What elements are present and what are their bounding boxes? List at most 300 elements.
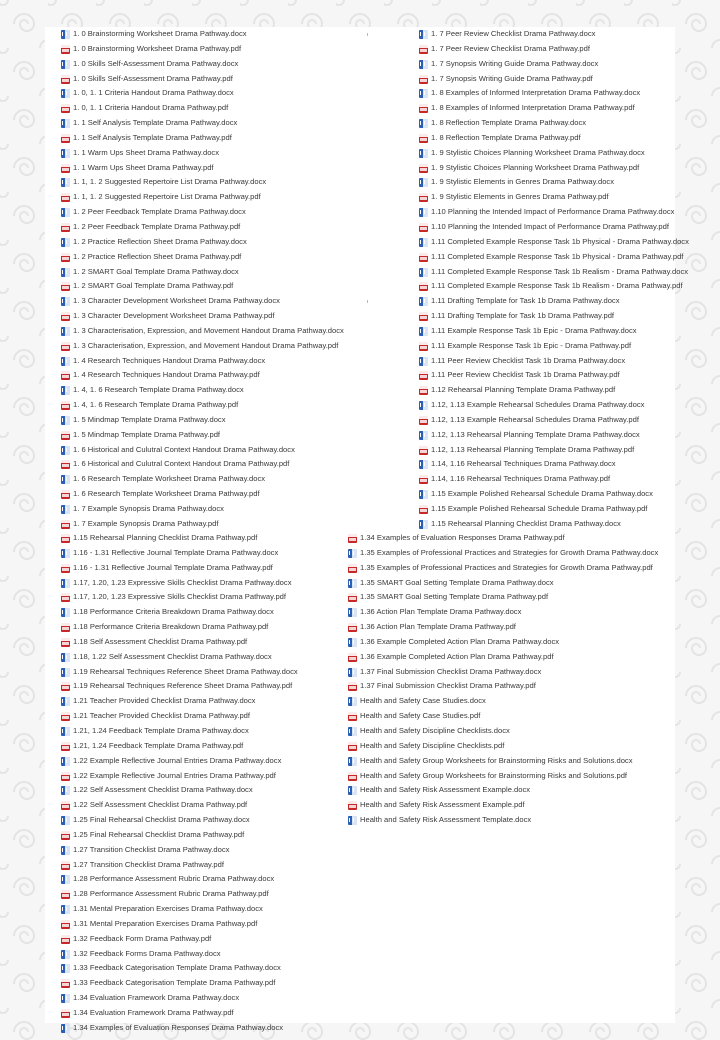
pdf-document-icon — [61, 104, 70, 113]
pdf-document-icon — [61, 431, 70, 440]
file-name: 1. 4 Research Techniques Handout Drama Pathway.pdf — [73, 370, 260, 380]
file-item[interactable] — [419, 265, 689, 280]
divider-tick — [367, 300, 368, 303]
file-name: Health and Safety Risk Assessment Example.pdf — [360, 800, 525, 810]
file-name: 1.15 Example Polished Rehearsal Schedule Drama Pathway.pdf — [431, 504, 648, 513]
file-item[interactable] — [61, 101, 344, 116]
file-item[interactable] — [61, 576, 298, 591]
file-name: 1.11 Example Response Task 1b Epic - Drama Pathway.docx — [431, 325, 637, 335]
word-document-icon — [61, 608, 70, 617]
file-item[interactable] — [61, 650, 298, 665]
file-item[interactable] — [61, 457, 344, 472]
file-name: 1.21 Teacher Provided Checklist Drama Pathway.docx — [73, 696, 256, 706]
file-name: 1. 0 Brainstorming Worksheet Drama Pathway.docx — [73, 29, 247, 38]
pdf-document-icon — [419, 164, 428, 173]
file-item[interactable] — [61, 724, 298, 739]
word-document-icon — [348, 668, 357, 677]
file-item[interactable] — [419, 517, 689, 532]
file-name: 1. 0, 1. 1 Criteria Handout Drama Pathway.pdf — [73, 103, 229, 113]
file-item[interactable] — [61, 250, 344, 265]
file-name: 1.33 Feedback Categorisation Template Drama Pathway.pdf — [73, 978, 276, 988]
file-item[interactable] — [61, 991, 298, 1006]
file-name: 1. 9 Stylistic Choices Planning Worksheet Drama Pathway.docx — [431, 147, 645, 157]
file-name: 1.15 Rehearsal Planning Checklist Drama Pathway.pdf — [73, 533, 258, 542]
file-name: 1. 4 Research Techniques Handout Drama Pathway.docx — [73, 355, 266, 365]
file-item[interactable] — [61, 146, 344, 161]
pdf-document-icon — [419, 223, 428, 232]
file-item[interactable] — [348, 546, 658, 561]
file-item[interactable] — [419, 428, 689, 443]
file-name: 1.34 Evaluation Framework Drama Pathway.pdf — [73, 1008, 234, 1017]
pdf-document-icon — [419, 104, 428, 113]
pdf-document-icon — [61, 742, 70, 751]
file-item[interactable] — [61, 872, 298, 887]
file-name: 1.11 Completed Example Response Task 1b Realism - Drama Pathway.pdf — [431, 281, 683, 291]
file-name: 1. 6 Historical and Culutral Context Handout Drama Pathway.docx — [73, 444, 295, 454]
pdf-document-icon — [419, 416, 428, 425]
file-item[interactable] — [61, 620, 298, 635]
word-document-icon — [419, 490, 428, 499]
file-name: 1. 1 Self Analysis Template Drama Pathway.docx — [73, 118, 238, 128]
file-item[interactable] — [61, 398, 344, 413]
pdf-document-icon — [348, 564, 357, 573]
word-document-icon — [61, 327, 70, 336]
word-document-icon — [61, 964, 70, 973]
file-name: 1.37 Final Submission Checklist Drama Pathway.pdf — [360, 681, 536, 691]
file-name: 1. 2 Practice Reflection Sheet Drama Pathway.pdf — [73, 251, 242, 261]
pdf-document-icon — [61, 490, 70, 499]
file-name: 1.11 Drafting Template for Task 1b Drama Pathway.docx — [431, 296, 620, 306]
file-name: 1.28 Performance Assessment Rubric Drama Pathway.pdf — [73, 889, 269, 899]
word-document-icon — [61, 446, 70, 455]
file-item[interactable] — [61, 354, 344, 369]
file-item[interactable] — [61, 947, 298, 962]
word-document-icon — [348, 816, 357, 825]
file-name: 1.19 Rehearsal Techniques Reference Sheet Drama Pathway.pdf — [73, 681, 293, 691]
file-item[interactable] — [61, 72, 344, 87]
file-item[interactable] — [419, 443, 689, 458]
file-item[interactable] — [419, 487, 689, 502]
file-item[interactable] — [61, 605, 298, 620]
file-name: Health and Safety Risk Assessment Template.docx — [360, 815, 532, 825]
word-document-icon — [419, 327, 428, 336]
file-item[interactable] — [61, 190, 344, 205]
file-name: 1. 2 Peer Feedback Template Drama Pathway.pdf — [73, 221, 241, 231]
file-item[interactable] — [348, 724, 658, 739]
file-name: 1. 3 Character Development Worksheet Drama Pathway.docx — [73, 296, 280, 306]
word-document-icon — [419, 520, 428, 529]
file-name: 1. 3 Characterisation, Expression, and Movement Handout Drama Pathway.docx — [73, 325, 344, 335]
file-item[interactable] — [419, 235, 689, 250]
file-item[interactable] — [61, 131, 344, 146]
file-item[interactable] — [419, 86, 689, 101]
file-name: 1. 3 Character Development Worksheet Drama Pathway.pdf — [73, 311, 275, 321]
word-document-icon — [61, 579, 70, 588]
file-name: 1.27 Transition Checklist Drama Pathway.docx — [73, 844, 230, 854]
file-name: 1.14, 1.16 Rehearsal Techniques Drama Pathway.pdf — [431, 474, 611, 484]
file-name: 1. 5 Mindmap Template Drama Pathway.pdf — [73, 429, 221, 439]
file-name: 1.11 Completed Example Response Task 1b Realism - Drama Pathway.docx — [431, 266, 689, 276]
file-item[interactable] — [61, 709, 298, 724]
file-name: 1.12 Rehearsal Planning Template Drama Pathway.pdf — [431, 385, 616, 395]
word-document-icon — [348, 638, 357, 647]
file-item[interactable] — [61, 828, 298, 843]
word-document-icon — [61, 697, 70, 706]
word-document-icon — [61, 846, 70, 855]
file-item[interactable] — [61, 339, 344, 354]
file-item[interactable] — [61, 843, 298, 858]
word-document-icon — [419, 178, 428, 187]
file-name: 1. 2 SMART Goal Template Drama Pathway.docx — [73, 266, 239, 276]
pdf-document-icon — [348, 623, 357, 632]
file-item[interactable] — [61, 235, 344, 250]
word-document-icon — [419, 238, 428, 247]
file-item[interactable] — [348, 635, 658, 650]
file-item[interactable] — [348, 679, 658, 694]
pdf-document-icon — [61, 861, 70, 870]
file-name: 1.34 Examples of Evaluation Responses Drama Pathway.docx — [73, 1022, 284, 1032]
file-item[interactable] — [348, 709, 658, 724]
file-item[interactable] — [419, 309, 689, 324]
file-name: 1.15 Rehearsal Planning Checklist Drama Pathway.docx — [431, 518, 621, 528]
pdf-document-icon — [61, 712, 70, 721]
word-document-icon — [348, 757, 357, 766]
file-item[interactable] — [419, 279, 689, 294]
file-item[interactable] — [419, 27, 689, 42]
word-document-icon — [419, 268, 428, 277]
pdf-document-icon — [61, 638, 70, 647]
file-name: 1.31 Mental Preparation Exercises Drama Pathway.pdf — [73, 918, 258, 928]
file-name: 1. 7 Synopsis Writing Guide Drama Pathway.docx — [431, 58, 599, 68]
file-name: 1. 5 Mindmap Template Drama Pathway.docx — [73, 414, 226, 424]
pdf-document-icon — [61, 253, 70, 262]
word-document-icon — [61, 119, 70, 128]
pdf-document-icon — [419, 371, 428, 380]
file-item[interactable] — [419, 116, 689, 131]
file-name: 1. 6 Historical and Culutral Context Handout Drama Pathway.pdf — [73, 459, 290, 469]
file-name: 1. 7 Example Synopsis Drama Pathway.docx — [73, 504, 224, 513]
file-item[interactable] — [61, 917, 298, 932]
file-name: 1.16 - 1.31 Reflective Journal Template Drama Pathway.pdf — [73, 562, 273, 572]
pdf-document-icon — [61, 1009, 70, 1018]
pdf-document-icon — [61, 593, 70, 602]
file-item[interactable] — [61, 116, 344, 131]
file-item[interactable] — [419, 472, 689, 487]
word-document-icon — [61, 416, 70, 425]
file-item[interactable] — [61, 413, 344, 428]
file-name: 1.31 Mental Preparation Exercises Drama Pathway.docx — [73, 904, 263, 914]
word-document-icon — [419, 401, 428, 410]
pdf-document-icon — [61, 460, 70, 469]
word-document-icon — [348, 727, 357, 736]
file-item[interactable] — [61, 205, 344, 220]
pdf-document-icon — [61, 682, 70, 691]
pdf-document-icon — [61, 979, 70, 988]
file-item[interactable] — [419, 175, 689, 190]
pdf-document-icon — [61, 801, 70, 810]
file-name: Health and Safety Risk Assessment Example.docx — [360, 785, 531, 795]
pdf-document-icon — [61, 920, 70, 929]
file-item[interactable] — [348, 531, 658, 546]
file-name: 1.12, 1.13 Example Rehearsal Schedules Drama Pathway.docx — [431, 400, 645, 410]
file-item[interactable] — [61, 813, 298, 828]
word-document-icon — [61, 727, 70, 736]
pdf-document-icon — [419, 253, 428, 262]
file-name: 1.12, 1.13 Rehearsal Planning Template Drama Pathway.pdf — [431, 444, 635, 454]
file-name: 1.17, 1.20, 1.23 Expressive Skills Checklist Drama Pathway.docx — [73, 577, 292, 587]
file-name: 1. 1, 1. 2 Suggested Repertoire List Drama Pathway.docx — [73, 177, 267, 187]
file-item[interactable] — [419, 413, 689, 428]
pdf-document-icon — [61, 164, 70, 173]
file-name: 1.21, 1.24 Feedback Template Drama Pathway.pdf — [73, 740, 244, 750]
file-item[interactable] — [419, 161, 689, 176]
file-item[interactable] — [61, 368, 344, 383]
file-item[interactable] — [419, 101, 689, 116]
pdf-document-icon — [419, 45, 428, 54]
file-item[interactable] — [61, 175, 344, 190]
word-document-icon — [61, 757, 70, 766]
file-item[interactable] — [61, 383, 344, 398]
file-name: 1. 0 Skills Self-Assessment Drama Pathway.docx — [73, 58, 239, 68]
file-item[interactable] — [348, 813, 658, 828]
file-item[interactable] — [61, 961, 298, 976]
file-item[interactable] — [348, 620, 658, 635]
file-list-top-right — [419, 27, 689, 532]
file-item[interactable] — [419, 250, 689, 265]
word-document-icon — [348, 608, 357, 617]
file-item[interactable] — [419, 354, 689, 369]
file-list-top-left — [61, 27, 344, 532]
pdf-document-icon — [61, 371, 70, 380]
file-item[interactable] — [61, 1006, 298, 1021]
file-item[interactable] — [419, 131, 689, 146]
file-name: Health and Safety Case Studies.docx — [360, 696, 486, 706]
file-name: 1.33 Feedback Categorisation Template Drama Pathway.docx — [73, 963, 281, 973]
file-name: 1. 9 Stylistic Elements in Genres Drama Pathway.pdf — [431, 192, 609, 202]
file-item[interactable] — [61, 86, 344, 101]
word-document-icon — [61, 549, 70, 558]
pdf-document-icon — [348, 772, 357, 781]
word-document-icon — [61, 238, 70, 247]
file-item[interactable] — [61, 590, 298, 605]
file-item[interactable] — [61, 517, 344, 532]
file-name: 1.34 Evaluation Framework Drama Pathway.docx — [73, 993, 240, 1003]
pdf-document-icon — [61, 282, 70, 291]
file-item[interactable] — [61, 57, 344, 72]
pdf-document-icon — [348, 653, 357, 662]
word-document-icon — [419, 149, 428, 158]
pdf-document-icon — [61, 45, 70, 54]
word-document-icon — [61, 653, 70, 662]
file-name: 1. 8 Examples of Informed Interpretation Drama Pathway.docx — [431, 88, 641, 98]
file-item[interactable] — [419, 220, 689, 235]
file-name: 1.21, 1.24 Feedback Template Drama Pathway.docx — [73, 725, 249, 735]
pdf-document-icon — [419, 312, 428, 321]
file-item[interactable] — [61, 1021, 298, 1036]
file-item[interactable] — [419, 205, 689, 220]
file-name: 1.36 Example Completed Action Plan Drama Pathway.pdf — [360, 651, 554, 661]
file-item[interactable] — [61, 309, 344, 324]
file-item[interactable] — [61, 798, 298, 813]
pdf-document-icon — [348, 534, 357, 543]
file-name: 1.35 SMART Goal Setting Template Drama Pathway.docx — [360, 577, 554, 587]
file-item[interactable] — [419, 146, 689, 161]
word-document-icon — [61, 1024, 70, 1033]
file-item[interactable] — [61, 561, 298, 576]
file-name: 1.11 Peer Review Checklist Task 1b Drama Pathway.docx — [431, 355, 626, 365]
pdf-document-icon — [61, 134, 70, 143]
file-item[interactable] — [419, 457, 689, 472]
file-item[interactable] — [348, 576, 658, 591]
file-item[interactable] — [61, 472, 344, 487]
file-name: 1.15 Example Polished Rehearsal Schedule Drama Pathway.docx — [431, 489, 653, 499]
word-document-icon — [61, 668, 70, 677]
pdf-document-icon — [61, 75, 70, 84]
pdf-document-icon — [419, 342, 428, 351]
file-item[interactable] — [61, 42, 344, 57]
pdf-document-icon — [61, 935, 70, 944]
file-item[interactable] — [61, 546, 298, 561]
pdf-document-icon — [61, 772, 70, 781]
file-item[interactable] — [61, 487, 344, 502]
file-item[interactable] — [348, 694, 658, 709]
pdf-document-icon — [419, 75, 428, 84]
file-name: 1.25 Final Rehearsal Checklist Drama Pathway.docx — [73, 815, 250, 825]
file-name: 1.37 Final Submission Checklist Drama Pathway.docx — [360, 666, 542, 676]
file-name: 1.19 Rehearsal Techniques Reference Sheet Drama Pathway.docx — [73, 666, 298, 676]
file-item[interactable] — [348, 754, 658, 769]
file-name: 1.22 Example Reflective Journal Entries Drama Pathway.pdf — [73, 770, 276, 780]
file-item[interactable] — [348, 783, 658, 798]
file-item[interactable] — [61, 220, 344, 235]
file-name: 1. 7 Synopsis Writing Guide Drama Pathway.pdf — [431, 73, 593, 83]
divider-tick — [367, 33, 368, 36]
word-document-icon — [61, 786, 70, 795]
pdf-document-icon — [348, 593, 357, 602]
pdf-document-icon — [61, 223, 70, 232]
file-name: 1.36 Action Plan Template Drama Pathway.pdf — [360, 622, 516, 632]
file-item[interactable] — [419, 324, 689, 339]
file-item[interactable] — [348, 798, 658, 813]
word-document-icon — [61, 208, 70, 217]
file-name: 1. 1 Self Analysis Template Drama Pathway.pdf — [73, 132, 232, 142]
file-name: 1.11 Completed Example Response Task 1b Physical - Drama Pathway.docx — [431, 236, 689, 246]
file-item[interactable] — [61, 739, 298, 754]
pdf-document-icon — [419, 134, 428, 143]
word-document-icon — [61, 30, 70, 39]
file-item[interactable] — [419, 72, 689, 87]
word-document-icon — [61, 60, 70, 69]
file-item[interactable] — [61, 783, 298, 798]
file-item[interactable] — [61, 754, 298, 769]
file-name: 1.18 Self Assessment Checklist Drama Pathway.pdf — [73, 636, 248, 646]
file-item[interactable] — [348, 769, 658, 784]
pdf-document-icon — [61, 193, 70, 202]
file-name: 1.14, 1.16 Rehearsal Techniques Drama Pathway.docx — [431, 459, 616, 469]
file-name: 1. 1 Warm Ups Sheet Drama Pathway.docx — [73, 147, 220, 157]
file-item[interactable] — [61, 932, 298, 947]
file-item[interactable] — [61, 161, 344, 176]
file-item[interactable] — [419, 383, 689, 398]
word-document-icon — [61, 386, 70, 395]
word-document-icon — [61, 875, 70, 884]
file-item[interactable] — [419, 502, 689, 517]
file-item[interactable] — [348, 650, 658, 665]
file-name: 1. 4, 1. 6 Research Template Drama Pathway.pdf — [73, 400, 239, 410]
file-name: 1.36 Action Plan Template Drama Pathway.docx — [360, 607, 522, 617]
word-document-icon — [61, 905, 70, 914]
file-name: 1.18, 1.22 Self Assessment Checklist Drama Pathway.docx — [73, 651, 272, 661]
file-name: 1.27 Transition Checklist Drama Pathway.pdf — [73, 859, 224, 869]
file-item[interactable] — [348, 665, 658, 680]
file-item[interactable] — [61, 902, 298, 917]
file-item[interactable] — [419, 339, 689, 354]
file-name: 1.12, 1.13 Example Rehearsal Schedules Drama Pathway.pdf — [431, 414, 639, 424]
file-item[interactable] — [61, 294, 344, 309]
file-item[interactable] — [61, 858, 298, 873]
file-item[interactable] — [61, 27, 344, 42]
file-item[interactable] — [419, 398, 689, 413]
file-list-bottom-right — [348, 531, 658, 828]
file-item[interactable] — [61, 265, 344, 280]
file-name: 1.22 Self Assessment Checklist Drama Pathway.docx — [73, 785, 253, 795]
file-item[interactable] — [61, 887, 298, 902]
file-item[interactable] — [61, 279, 344, 294]
file-item[interactable] — [61, 443, 344, 458]
file-name: 1. 0 Brainstorming Worksheet Drama Pathway.pdf — [73, 43, 242, 53]
file-item[interactable] — [61, 502, 344, 517]
file-name: 1.11 Drafting Template for Task 1b Drama Pathway.pdf — [431, 311, 615, 321]
file-item[interactable] — [419, 57, 689, 72]
file-item[interactable] — [419, 190, 689, 205]
file-item[interactable] — [61, 679, 298, 694]
pdf-document-icon — [419, 475, 428, 484]
file-name: 1.11 Completed Example Response Task 1b Physical - Drama Pathway.pdf — [431, 251, 684, 261]
word-document-icon — [61, 475, 70, 484]
file-item[interactable] — [419, 294, 689, 309]
file-item[interactable] — [61, 428, 344, 443]
file-name: 1. 9 Stylistic Elements in Genres Drama Pathway.docx — [431, 177, 615, 187]
word-document-icon — [348, 579, 357, 588]
file-name: Health and Safety Group Worksheets for Brainstorming Risks and Solutions.pdf — [360, 770, 628, 780]
file-item[interactable] — [348, 739, 658, 754]
file-item[interactable] — [348, 605, 658, 620]
file-item[interactable] — [61, 665, 298, 680]
file-name: Health and Safety Group Worksheets for Brainstorming Risks and Solutions.docx — [360, 755, 633, 765]
file-item[interactable] — [419, 42, 689, 57]
file-item[interactable] — [61, 694, 298, 709]
word-document-icon — [61, 505, 70, 514]
file-name: 1.16 - 1.31 Reflective Journal Template Drama Pathway.docx — [73, 547, 279, 557]
file-item[interactable] — [348, 561, 658, 576]
file-item[interactable] — [348, 590, 658, 605]
file-name: 1. 2 Peer Feedback Template Drama Pathway.docx — [73, 207, 246, 217]
file-name: 1.10 Planning the Intended Impact of Performance Drama Pathway.pdf — [431, 221, 669, 231]
file-item[interactable] — [61, 976, 298, 991]
pdf-document-icon — [61, 831, 70, 840]
file-name: 1.11 Example Response Task 1b Epic - Drama Pathway.pdf — [431, 340, 632, 350]
file-item[interactable] — [61, 769, 298, 784]
file-name: 1.22 Self Assessment Checklist Drama Pathway.pdf — [73, 800, 248, 810]
file-item[interactable] — [61, 635, 298, 650]
file-name: 1.32 Feedback Form Drama Pathway.pdf — [73, 933, 212, 943]
file-name: 1. 1, 1. 2 Suggested Repertoire List Drama Pathway.pdf — [73, 192, 261, 202]
file-item[interactable] — [61, 531, 298, 546]
word-document-icon — [61, 994, 70, 1003]
file-item[interactable] — [419, 368, 689, 383]
file-name: 1.11 Peer Review Checklist Task 1b Drama Pathway.pdf — [431, 370, 620, 380]
file-item[interactable] — [61, 324, 344, 339]
